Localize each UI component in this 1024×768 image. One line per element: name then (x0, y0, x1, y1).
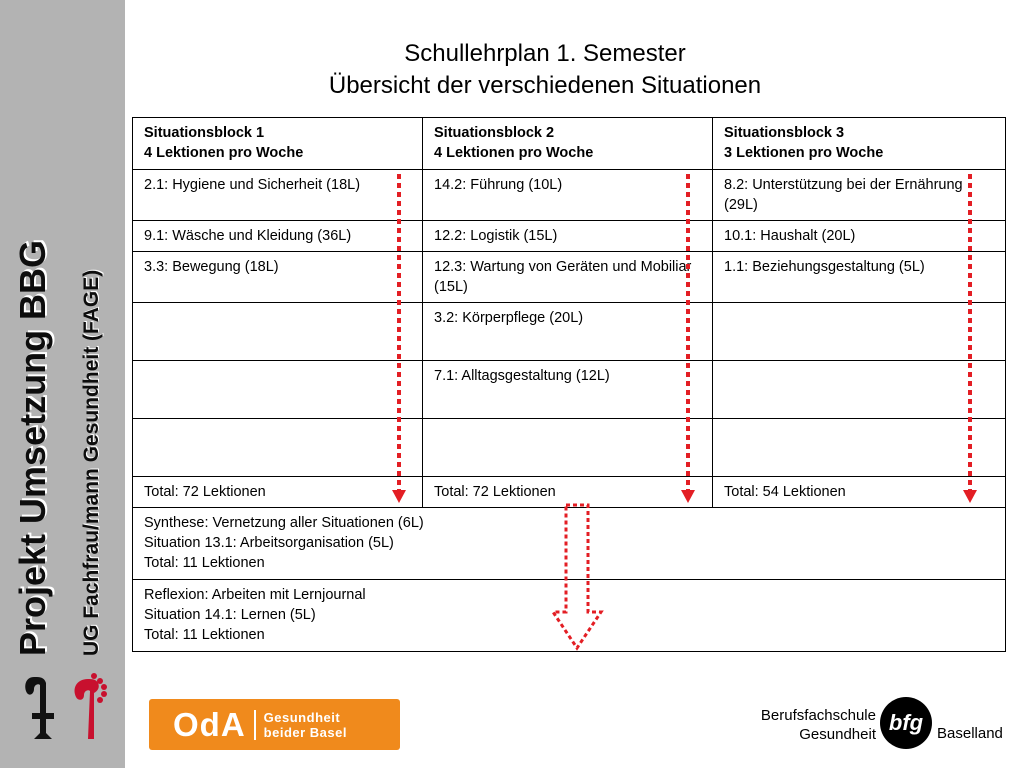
oda-line-2: beider Basel (263, 724, 347, 740)
total-cell: Total: 54 Lektionen (713, 477, 1006, 508)
arrowhead-icon (963, 490, 977, 503)
table-cell: 3.3: Bewegung (18L) (133, 252, 423, 303)
header-sublabel: 4 Lektionen pro Woche (434, 145, 594, 161)
sidebar-subtitle: UG Fachfrau/mann Gesundheit (FAGE) (80, 269, 103, 656)
title-line-2: Übersicht der verschiedenen Situationen (328, 72, 762, 99)
table-cell: 12.2: Logistik (15L) (423, 221, 713, 252)
oda-logo-text (264, 710, 347, 740)
oda-logo-mark: OdA (173, 705, 246, 743)
arrowhead-icon (681, 490, 695, 503)
block-arrow-down-icon (553, 505, 601, 648)
synthese-line: Synthese: Vernetzung aller Situationen (6L) (144, 515, 424, 531)
table-cell: 7.1: Alltagsgestaltung (12L) (423, 361, 713, 419)
total-cell: Total: 72 Lektionen (133, 477, 423, 508)
header-sublabel: 4 Lektionen pro Woche (144, 145, 304, 161)
table-cell: 3.2: Körperpflege (20L) (423, 303, 713, 361)
reflexion-line: Total: 11 Lektionen (144, 627, 265, 643)
header-label: Situationsblock 3 (724, 125, 845, 141)
table-cell: 10.1: Haushalt (20L) (713, 221, 1006, 252)
table-cell: 1.1: Beziehungsgestaltung (5L) (713, 252, 1006, 303)
header-sublabel: 3 Lektionen pro Woche (724, 145, 884, 161)
oda-logo-divider (254, 710, 256, 740)
sidebar-title: Projekt Umsetzung BBG (12, 239, 53, 656)
table-cell: 14.2: Führung (10L) (423, 170, 713, 221)
synthese-line: Total: 11 Lektionen (144, 555, 265, 571)
arrowhead-icon (392, 490, 406, 503)
header-label: Situationsblock 1 (144, 125, 265, 141)
oda-line-1: Gesundheit (263, 709, 341, 725)
table-cell: 12.3: Wartung von Geräten und Mobiliar (15L) (423, 252, 713, 303)
reflexion-line: Reflexion: Arbeiten mit Lernjournal (144, 587, 366, 603)
bfg-logo-text (761, 706, 876, 744)
total-cell: Total: 72 Lektionen (423, 477, 713, 508)
bfg-line-2: Gesundheit (799, 726, 876, 743)
table-cell: 8.2: Unterstützung bei der Ernährung (29L) (713, 170, 1006, 221)
bfg-logo-mark: bfg (880, 697, 932, 749)
header-label: Situationsblock 2 (434, 125, 555, 141)
table-cell: 2.1: Hygiene und Sicherheit (18L) (133, 170, 423, 221)
table-cell: 9.1: Wäsche und Kleidung (36L) (133, 221, 423, 252)
oda-logo (149, 699, 400, 750)
reflexion-line: Situation 14.1: Lernen (5L) (144, 607, 316, 623)
synthese-line: Situation 13.1: Arbeitsorganisation (5L) (144, 535, 394, 551)
title-line-1: Schullehrplan 1. Semester (404, 40, 686, 67)
bfg-region: Baselland (937, 725, 1003, 742)
bfg-line-1: Berufsfachschule (760, 707, 876, 724)
